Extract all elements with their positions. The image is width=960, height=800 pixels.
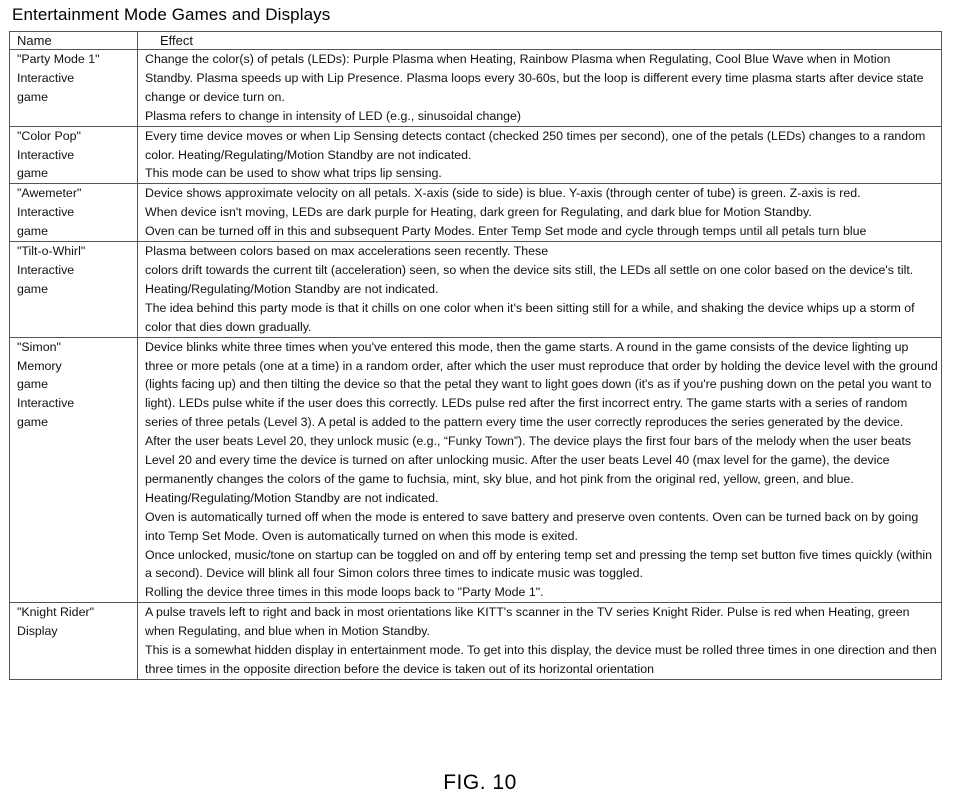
mode-name-line: game	[17, 415, 48, 430]
mode-name-line: Interactive	[17, 262, 75, 277]
mode-effect-paragraph: Rolling the device three times in this mode loops back to "Party Mode 1".	[145, 585, 544, 600]
table-row	[10, 337, 942, 603]
mode-name-line: "Color Pop"	[17, 128, 81, 143]
mode-effect-paragraph: Oven can be turned off in this and subsequent Party Modes. Enter Temp Set mode and cycle through temps until all petals turn blue	[145, 224, 867, 239]
mode-name-cell	[10, 184, 138, 242]
mode-effect-cell	[138, 242, 942, 338]
mode-effect-paragraph: Every time device moves or when Lip Sensing detects contact (checked 250 times per second), one of the petals (LEDs) changes to a random color. Heating/Regulating/Motion Standby are not indicated.	[145, 128, 926, 162]
table-row	[10, 603, 942, 680]
mode-effect-paragraph: Plasma refers to change in intensity of LED (e.g., sinusoidal change)	[145, 108, 522, 123]
mode-effect-paragraph: Change the color(s) of petals (LEDs): Purple Plasma when Heating, Rainbow Plasma when Regulating, Cool Blue Wave when in Motion Standby. Plasma speeds up with Lip Presence. Plasma loops every 30-60s, but the loop is different every time plasma starts after device state change or device turn on.	[145, 52, 924, 104]
mode-name-cell	[10, 337, 138, 603]
mode-name-line: "Knight Rider"	[17, 605, 94, 620]
effect-column-header: Effect	[138, 32, 942, 50]
mode-effect-cell	[138, 50, 942, 127]
figure-label: FIG. 10	[443, 771, 517, 794]
mode-name-line: Interactive	[17, 70, 75, 85]
mode-effect-paragraph: This is a somewhat hidden display in entertainment mode. To get into this display, the device must be rolled three times in one direction and then three times in the opposite direction before the device is taken out of its horizontal orientation	[145, 643, 937, 676]
mode-name-cell	[10, 603, 138, 680]
table-body	[10, 50, 942, 680]
mode-name-line: Display	[17, 624, 58, 639]
mode-name-line: game	[17, 89, 48, 104]
mode-name-line: game	[17, 224, 48, 239]
modes-table	[9, 31, 942, 680]
mode-name-line: "Simon"	[17, 339, 61, 354]
mode-effect-paragraph: Heating/Regulating/Motion Standby are not indicated.	[145, 490, 439, 505]
mode-name-cell	[10, 242, 138, 338]
mode-name-line: game	[17, 166, 48, 181]
mode-effect-paragraph: Oven is automatically turned off when the mode is entered to save battery and preserve oven contents. Oven can be turned back on by going into Temp Set Mode. Oven is automatically turned on when this mode is exited.	[145, 509, 919, 543]
mode-effect-cell	[138, 603, 942, 680]
mode-name-line: Interactive	[17, 205, 75, 220]
mode-effect-paragraph: Heating/Regulating/Motion Standby are not indicated.	[145, 281, 439, 296]
mode-name-cell	[10, 126, 138, 184]
name-column-header: Name	[10, 32, 138, 50]
mode-effect-paragraph: This mode can be used to show what trips lip sensing.	[145, 166, 442, 181]
mode-name-cell	[10, 50, 138, 127]
mode-effect-paragraph: Device blinks white three times when you've entered this mode, then the game starts. A round in the game consists of the device lighting up three or more petals (one at a time) in a random order, after which the user must reproduce that order by holding the device level with the ground (lights facing up) and then tilting the device so that the petal they want to light goes down (it's as if you're pushing down on the petal you want to light). LEDs pulse white if the user does this correctly. LEDs pulse red after the first incorrect entry. The game starts with a series of random series of three petals (Level 3). A petal is added to the pattern every time the user correctly reproduces the series generated by the device.	[145, 339, 938, 430]
mode-name-line: Memory	[17, 358, 62, 373]
mode-effect-paragraph: Once unlocked, music/tone on startup can be toggled on and off by entering temp set and pressing the temp set button five times quickly (within a second). Device will blink all four Simon colors three times to indicate music was toggled.	[145, 547, 933, 581]
mode-effect-cell	[138, 184, 942, 242]
mode-name-line: Interactive	[17, 396, 75, 411]
mode-name-line: Interactive	[17, 147, 75, 162]
mode-effect-paragraph: Plasma between colors based on max accelerations seen recently. These	[145, 244, 549, 259]
mode-effect-paragraph: The idea behind this party mode is that it chills on one color when it's been sitting still for a while, and shaking the device whips up a storm of color that dies down gradually.	[145, 300, 915, 334]
mode-name-line: "Awemeter"	[17, 186, 82, 201]
mode-effect-paragraph: When device isn't moving, LEDs are dark purple for Heating, dark green for Regulating, and dark blue for Motion Standby.	[145, 205, 812, 220]
mode-effect-paragraph: colors drift towards the current tilt (acceleration) seen, so when the device sits still, the LEDs all settle on one color based on the device's tilt.	[145, 262, 914, 277]
document-title: Entertainment Mode Games and Displays	[12, 5, 331, 24]
mode-effect-cell	[138, 337, 942, 603]
mode-effect-cell	[138, 126, 942, 184]
mode-effect-paragraph: A pulse travels left to right and back in most orientations like KITT's scanner in the TV series Knight Rider. Pulse is red when Heating, green when Regulating, and blue when in Motion Standby.	[145, 605, 910, 639]
mode-name-line: "Tilt-o-Whirl"	[17, 244, 86, 259]
mode-name-line: game	[17, 377, 48, 392]
mode-name-line: "Party Mode 1"	[17, 52, 100, 66]
table-header-row	[10, 32, 942, 50]
table-row	[10, 126, 942, 184]
mode-effect-paragraph: After the user beats Level 20, they unlock music (e.g., “Funky Town”). The device plays the first four bars of the melody when the user beats Level 20 and every time the device is turned on after unlocking music. After the user beats Level 40 (max level for the game), the device permanently changes the colors of the game to fuchsia, mint, sky blue, and hot pink from the original red, yellow, green, and blue.	[145, 434, 912, 486]
mode-name-line: game	[17, 281, 48, 296]
table-row	[10, 184, 942, 242]
mode-effect-paragraph: Device shows approximate velocity on all petals. X-axis (side to side) is blue. Y-axis (through center of tube) is green. Z-axis is red.	[145, 186, 861, 201]
table-row	[10, 242, 942, 338]
table-row	[10, 50, 942, 127]
